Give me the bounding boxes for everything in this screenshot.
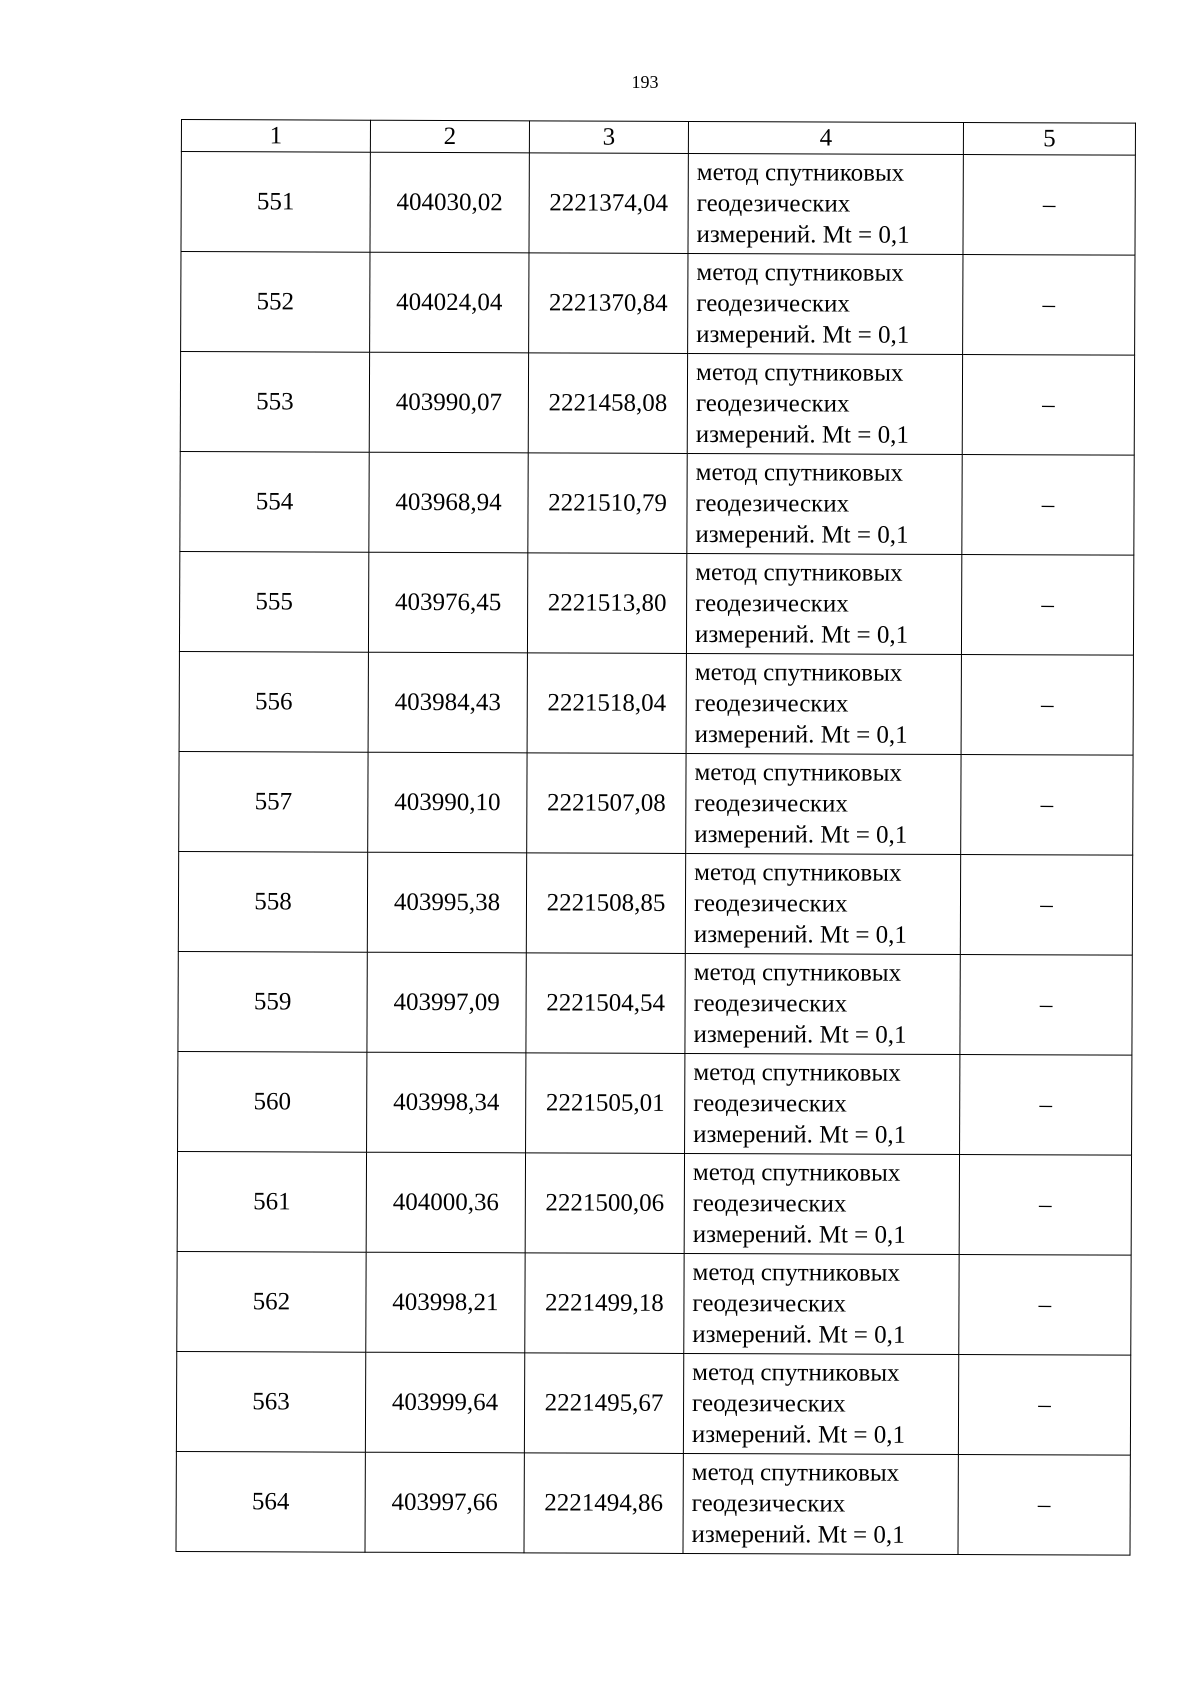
column-header-3: 3 [529,121,688,154]
x-coordinate-cell: 403976,45 [368,552,527,653]
method-description-text: метод спутниковых геодезических измерений. Mt = 0,1 [694,758,908,849]
column-header-1: 1 [181,120,370,153]
note-cell: – [963,255,1135,356]
y-coordinate-cell: 2221370,84 [529,253,688,354]
point-number-cell: 551 [181,152,370,253]
method-description-cell [688,153,963,254]
note-cell: – [959,1154,1131,1255]
note-cell: – [962,355,1134,456]
column-header-5: 5 [963,123,1135,156]
note-cell: – [961,754,1133,855]
method-description-text: метод спутниковых геодезических измерений. Mt = 0,1 [693,1058,907,1149]
method-description-text: метод спутниковых геодезических измерений. Mt = 0,1 [696,158,910,249]
note-cell: – [963,155,1135,256]
note-cell: – [958,1454,1130,1555]
method-description-text: метод спутниковых геодезических измерений. Mt = 0,1 [696,258,910,349]
coordinates-table [175,119,1135,1556]
point-number-cell: 564 [176,1451,365,1552]
table-row [180,451,1134,555]
point-number-cell: 560 [178,1051,367,1152]
x-coordinate-cell: 403997,66 [365,1452,524,1553]
table-row [180,352,1134,456]
column-header-2: 2 [370,120,529,153]
method-description-cell [684,1253,959,1354]
y-coordinate-cell: 2221495,67 [524,1353,683,1454]
method-description-text: метод спутниковых геодезических измерений. Mt = 0,1 [695,358,909,449]
point-number-cell: 555 [179,551,368,652]
method-description-cell [687,453,962,554]
method-description-text: метод спутниковых геодезических измерений. Mt = 0,1 [692,1158,906,1249]
table-row [176,1451,1130,1555]
method-description-text: метод спутниковых геодезических измерений. Mt = 0,1 [695,458,909,549]
table-row [179,551,1133,655]
note-cell: – [960,1054,1132,1155]
note-cell: – [960,954,1132,1055]
method-description-text: метод спутниковых геодезических измерений. Mt = 0,1 [691,1458,905,1549]
method-description-cell [687,353,962,454]
method-description-cell [684,1153,959,1254]
method-description-cell [686,553,961,654]
y-coordinate-cell: 2221505,01 [526,1053,685,1154]
method-description-text: метод спутниковых геодезических измерений. Mt = 0,1 [692,1258,906,1349]
method-description-cell [686,653,961,754]
y-coordinate-cell: 2221504,54 [526,953,685,1054]
table-row [181,252,1135,356]
table-row [178,851,1132,955]
point-number-cell: 556 [179,651,368,752]
x-coordinate-cell: 403998,34 [367,1052,526,1153]
point-number-cell: 561 [177,1151,366,1252]
y-coordinate-cell: 2221510,79 [528,453,687,554]
point-number-cell: 554 [180,451,369,552]
y-coordinate-cell: 2221500,06 [525,1153,684,1254]
x-coordinate-cell: 404000,36 [366,1152,525,1253]
y-coordinate-cell: 2221499,18 [525,1253,684,1354]
method-description-text: метод спутниковых геодезических измерений. Mt = 0,1 [693,858,908,949]
table-row [178,951,1132,1055]
method-description-text: метод спутниковых геодезических измерений. Mt = 0,1 [694,658,908,749]
table-row [176,1351,1130,1455]
method-description-text: метод спутниковых геодезических измерений. Mt = 0,1 [691,1358,906,1449]
y-coordinate-cell: 2221518,04 [527,653,686,754]
x-coordinate-cell: 403995,38 [367,852,526,953]
table-row [179,651,1133,755]
x-coordinate-cell: 403998,21 [366,1252,525,1353]
y-coordinate-cell: 2221507,08 [527,753,686,854]
point-number-cell: 559 [178,951,367,1052]
note-cell: – [959,1254,1131,1355]
note-cell: – [960,854,1132,955]
note-cell: – [961,555,1133,656]
y-coordinate-cell: 2221508,85 [526,853,685,954]
page-number: 193 [631,72,659,92]
note-cell: – [961,655,1133,756]
method-description-cell [685,1053,960,1154]
table-row [179,751,1133,855]
point-number-cell: 563 [176,1351,365,1452]
column-header-4: 4 [688,121,963,154]
point-number-cell: 553 [180,352,369,453]
table-row [178,1051,1132,1155]
x-coordinate-cell: 403984,43 [368,652,527,753]
method-description-cell [683,1353,958,1454]
point-number-cell: 558 [178,851,367,952]
x-coordinate-cell: 403990,07 [369,352,528,453]
y-coordinate-cell: 2221494,86 [524,1453,683,1554]
x-coordinate-cell: 403997,09 [367,952,526,1053]
note-cell: – [958,1354,1130,1455]
table-row [181,152,1135,256]
table-row [177,1251,1131,1355]
method-description-cell [685,953,960,1054]
method-description-cell [683,1453,958,1554]
method-description-cell [685,853,960,954]
method-description-cell [688,253,963,354]
point-number-cell: 552 [181,252,370,353]
y-coordinate-cell: 2221513,80 [527,553,686,654]
table-header-row [181,120,1135,156]
method-description-text: метод спутниковых геодезических измерений. Mt = 0,1 [694,558,909,649]
table-body [176,152,1135,1556]
table-row [177,1151,1131,1255]
note-cell: – [962,455,1134,556]
x-coordinate-cell: 404030,02 [370,152,529,253]
y-coordinate-cell: 2221458,08 [528,353,687,454]
point-number-cell: 557 [179,751,368,852]
point-number-cell: 562 [177,1251,366,1352]
x-coordinate-cell: 403968,94 [369,452,528,553]
method-description-cell [686,753,961,854]
x-coordinate-cell: 403999,64 [365,1352,524,1453]
method-description-text: метод спутниковых геодезических измерений. Mt = 0,1 [693,958,907,1049]
x-coordinate-cell: 404024,04 [370,252,529,353]
y-coordinate-cell: 2221374,04 [529,153,688,254]
x-coordinate-cell: 403990,10 [368,752,527,853]
